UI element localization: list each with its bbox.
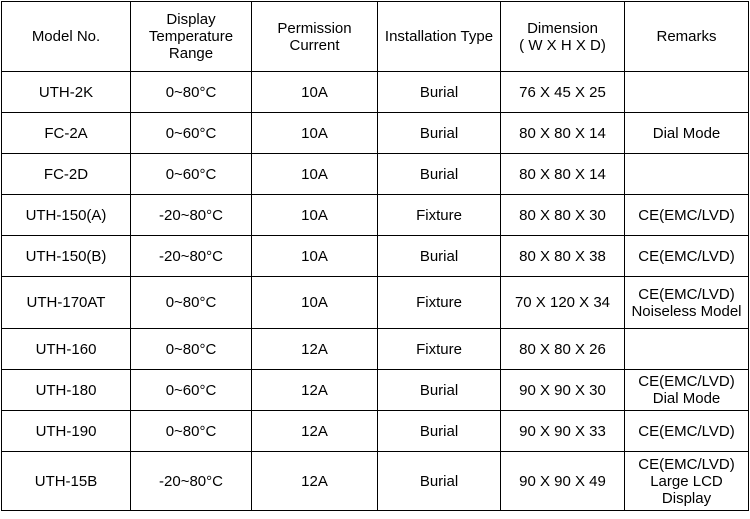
remark-line: Noiseless Model [631, 302, 742, 320]
cell-temperature: 0~80°C [131, 72, 252, 113]
table-row [2, 72, 749, 113]
cell-dimension: 70 X 120 X 34 [501, 277, 625, 329]
header-remarks-label: Remarks [656, 28, 717, 45]
cell-installation: Burial [378, 452, 501, 511]
cell-remarks [625, 113, 749, 154]
remark-line: CE(EMC/LVD) [638, 285, 735, 303]
cell-remarks [625, 452, 749, 511]
cell-installation: Burial [378, 72, 501, 113]
header-row [2, 2, 749, 72]
remark-line: Dial Mode [652, 124, 721, 142]
cell-remarks [625, 72, 749, 113]
cell-model: UTH-150(B) [2, 236, 131, 277]
cell-model: UTH-2K [2, 72, 131, 113]
table-row [2, 277, 749, 329]
cell-model: FC-2D [2, 154, 131, 195]
cell-model: UTH-170AT [2, 277, 131, 329]
table-row [2, 411, 749, 452]
cell-current: 10A [252, 277, 378, 329]
cell-remarks [625, 277, 749, 329]
cell-current: 10A [252, 195, 378, 236]
remark-line: Display [661, 489, 712, 507]
remark-line: CE(EMC/LVD) [638, 206, 735, 224]
cell-dimension: 76 X 45 X 25 [501, 72, 625, 113]
table-row [2, 154, 749, 195]
cell-dimension: 80 X 80 X 26 [501, 329, 625, 370]
cell-installation: Fixture [378, 195, 501, 236]
header-model [2, 2, 131, 72]
cell-model: UTH-150(A) [2, 195, 131, 236]
table-row [2, 113, 749, 154]
spec-table [1, 1, 749, 511]
header-dimension-line2: ( W X H X D) [519, 36, 606, 54]
cell-remarks [625, 236, 749, 277]
remark-line: CE(EMC/LVD) [638, 455, 735, 473]
cell-dimension: 80 X 80 X 38 [501, 236, 625, 277]
header-current-line1: Permission [277, 19, 352, 37]
header-temperature-line1: Display [166, 11, 216, 28]
header-current-line2: Current [289, 36, 340, 54]
remark-line: Dial Mode [652, 390, 721, 407]
remark-line: CE(EMC/LVD) [638, 247, 735, 265]
cell-remarks [625, 195, 749, 236]
table-row [2, 370, 749, 411]
header-installation-label: Installation Type [384, 28, 494, 45]
cell-remarks [625, 329, 749, 370]
cell-temperature: 0~60°C [131, 154, 252, 195]
cell-dimension: 90 X 90 X 33 [501, 411, 625, 452]
cell-installation: Burial [378, 154, 501, 195]
cell-model: UTH-180 [2, 370, 131, 411]
cell-current: 12A [252, 411, 378, 452]
remark-line: CE(EMC/LVD) [638, 373, 735, 390]
cell-remarks [625, 154, 749, 195]
cell-temperature: 0~60°C [131, 113, 252, 154]
cell-current: 10A [252, 72, 378, 113]
header-temperature-line2: Temperature [148, 28, 234, 45]
cell-model: FC-2A [2, 113, 131, 154]
header-dimension-line1: Dimension [527, 19, 598, 37]
cell-current: 12A [252, 452, 378, 511]
cell-dimension: 80 X 80 X 14 [501, 154, 625, 195]
header-dimension [501, 2, 625, 72]
cell-installation: Burial [378, 411, 501, 452]
cell-current: 12A [252, 329, 378, 370]
header-model-label: Model No. [31, 28, 101, 45]
cell-installation: Burial [378, 236, 501, 277]
cell-current: 10A [252, 113, 378, 154]
cell-temperature: -20~80°C [131, 195, 252, 236]
cell-temperature: 0~60°C [131, 370, 252, 411]
header-temperature-line3: Range [168, 45, 214, 62]
cell-dimension: 90 X 90 X 49 [501, 452, 625, 511]
cell-model: UTH-160 [2, 329, 131, 370]
cell-installation: Fixture [378, 277, 501, 329]
cell-model: UTH-190 [2, 411, 131, 452]
cell-dimension: 90 X 90 X 30 [501, 370, 625, 411]
cell-temperature: -20~80°C [131, 236, 252, 277]
cell-dimension: 80 X 80 X 14 [501, 113, 625, 154]
cell-remarks [625, 370, 749, 411]
cell-current: 12A [252, 370, 378, 411]
cell-installation: Fixture [378, 329, 501, 370]
remark-line: CE(EMC/LVD) [638, 422, 735, 440]
cell-temperature: 0~80°C [131, 329, 252, 370]
header-current [252, 2, 378, 72]
table-row [2, 452, 749, 511]
cell-current: 10A [252, 154, 378, 195]
header-temperature [131, 2, 252, 72]
header-remarks [625, 2, 749, 72]
cell-temperature: -20~80°C [131, 452, 252, 511]
table-row [2, 195, 749, 236]
cell-dimension: 80 X 80 X 30 [501, 195, 625, 236]
cell-installation: Burial [378, 113, 501, 154]
table-row [2, 329, 749, 370]
cell-temperature: 0~80°C [131, 411, 252, 452]
table-row [2, 236, 749, 277]
header-installation [378, 2, 501, 72]
cell-model: UTH-15B [2, 452, 131, 511]
remark-line: Large LCD [650, 472, 723, 490]
cell-remarks [625, 411, 749, 452]
cell-temperature: 0~80°C [131, 277, 252, 329]
cell-current: 10A [252, 236, 378, 277]
cell-installation: Burial [378, 370, 501, 411]
